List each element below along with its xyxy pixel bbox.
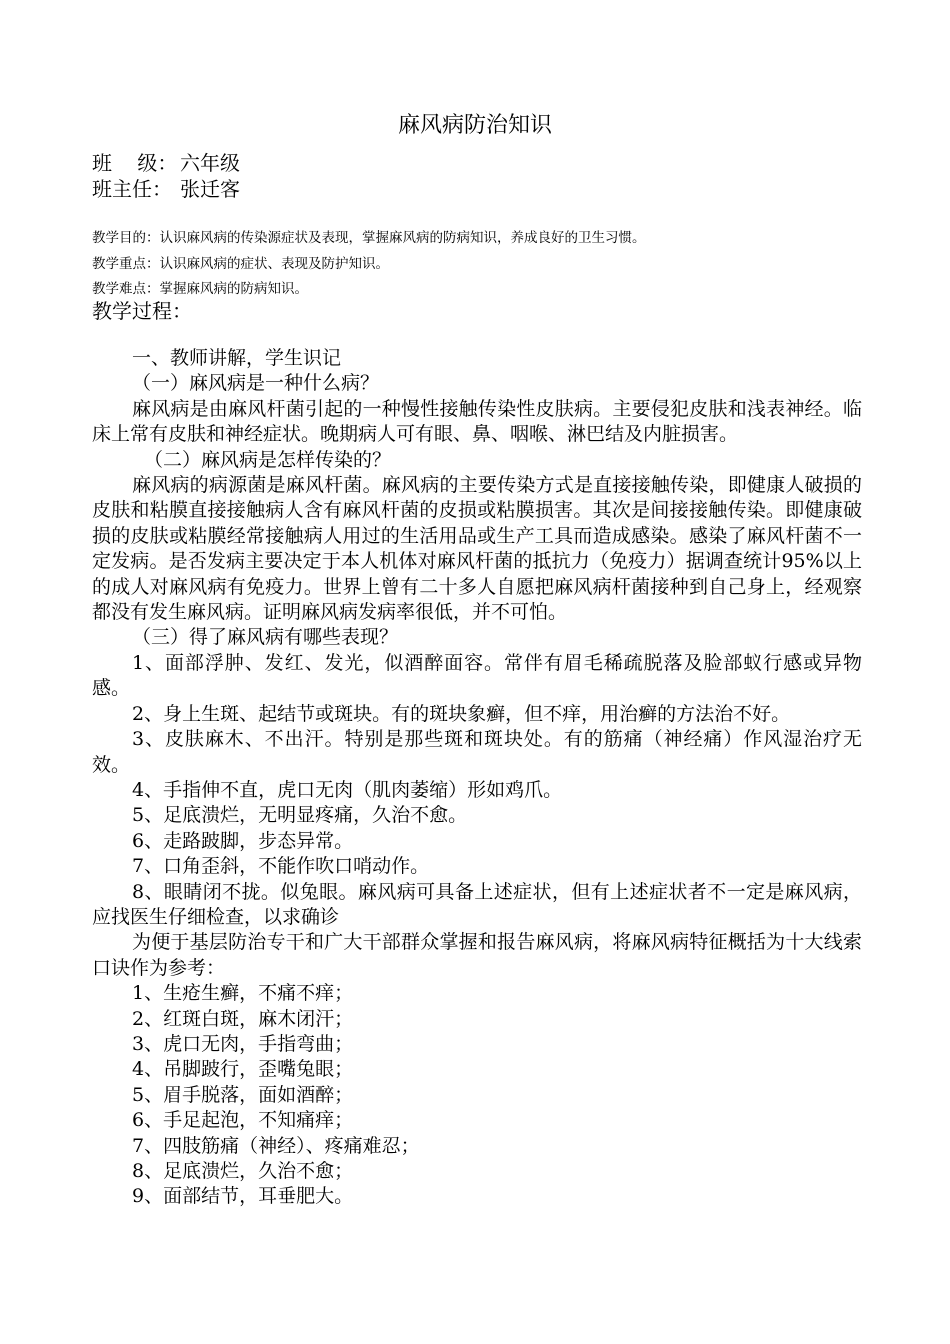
teaching-key-point: 教学重点：认识麻风病的症状、表现及防护知识。: [92, 256, 389, 272]
rhyme-item: 1、生疮生癣，不痛不痒；: [132, 982, 354, 1005]
symptom-item: 3、皮肤麻木、不出汗。特别是那些斑和斑块处。有的筋痛（神经痛）作风湿治疗无效。: [92, 728, 862, 776]
teacher-label: 班主任：: [92, 177, 172, 201]
symptom-item: 2、身上生斑、起结节或斑块。有的斑块象癣，但不痒，用治癣的方法治不好。: [132, 702, 791, 725]
section-heading: 一、教师讲解，学生识记: [132, 347, 342, 369]
class-label: 班 级：: [92, 151, 178, 175]
class-line: [92, 150, 240, 176]
symptom-item: 4、手指伸不直，虎口无肉（肌肉萎缩）形如鸡爪。: [132, 778, 563, 801]
question-heading: （三）得了麻风病有哪些表现？: [132, 626, 399, 649]
rhyme-item: 8、足底溃烂，久治不愈；: [132, 1160, 354, 1182]
rhyme-item: 7、四肢筋痛（神经）、疼痛难忍；: [132, 1134, 420, 1157]
paragraph: 麻风病是由麻风杆菌引起的一种慢性接触传染性皮肤病。主要侵犯皮肤和浅表神经。临床上常有皮肤和神经症状。晚期病人可有眼、鼻、咽喉、淋巴结及内脏损害。: [92, 397, 862, 446]
teaching-objective: 教学目的：认识麻风病的传染源症状及表现，掌握麻风病的防病知识，养成良好的卫生习惯。: [92, 230, 646, 246]
rhyme-item: 4、吊脚跛行，歪嘴兔眼；: [132, 1058, 354, 1081]
symptom-item: 7、口角歪斜，不能作吹口哨动作。: [132, 855, 430, 878]
document-body: [92, 346, 862, 1210]
symptom-item: 5、足底溃烂，无明显疼痛，久治不愈。: [132, 804, 468, 827]
teacher-line: [92, 176, 240, 202]
question-heading: （一）麻风病是一种什么病？: [132, 372, 380, 395]
document-title: 麻风病防治知识: [397, 113, 552, 138]
question-heading: （二）麻风病是怎样传染的？: [144, 448, 392, 471]
class-value: 六年级: [180, 151, 240, 175]
paragraph: 为便于基层防治专干和广大干部群众掌握和报告麻风病，将麻风病特征概括为十大线索口诀作为参考：: [92, 931, 862, 979]
rhyme-item: 6、手足起泡，不知痛痒；: [132, 1109, 354, 1132]
symptom-item: 1、面部浮肿、发红、发光，似酒醉面容。常伴有眉毛稀疏脱落及脸部蚁行感或异物感。: [92, 651, 862, 700]
symptom-item: 8、眼睛闭不拢。似兔眼。麻风病可具备上述症状，但有上述症状者不一定是麻风病，应找医生仔细检查，以求确诊: [92, 880, 862, 928]
rhyme-item: 5、眉手脱落，面如酒醉；: [132, 1083, 354, 1106]
teacher-value: 张迁客: [180, 177, 240, 201]
process-heading: 教学过程：: [92, 299, 192, 323]
paragraph: 麻风病的病源菌是麻风杆菌。麻风病的主要传染方式是直接接触传染，即健康人破损的皮肤和粘膜直接接触病人含有麻风杆菌的皮损或粘膜损害。其次是间接接触传染。即健康破损的皮肤或粘膜经常接触病人用过的生活用品或生产工具而造成感染。感染了麻风杆菌不一定发病。是否发病主要决定于本人机体对麻风杆菌的抵抗力（免疫力）据调查统计95%以上的成人对麻风病有免疫力。世界上曾有二十多人自愿把麻风病杆菌接种到自己身上，经观察都没有发生麻风病。证明麻风病发病率很低，并不可怕。: [92, 474, 862, 624]
rhyme-item: 2、红斑白斑，麻木闭汗；: [132, 1007, 354, 1030]
rhyme-item: 3、虎口无肉，手指弯曲；: [132, 1032, 354, 1055]
symptom-item: 6、走路跛脚，步态异常。: [132, 829, 354, 852]
teaching-difficulty: 教学难点：掌握麻风病的防病知识。: [92, 281, 308, 297]
rhyme-item: 9、面部结节，耳垂肥大。: [132, 1185, 354, 1208]
